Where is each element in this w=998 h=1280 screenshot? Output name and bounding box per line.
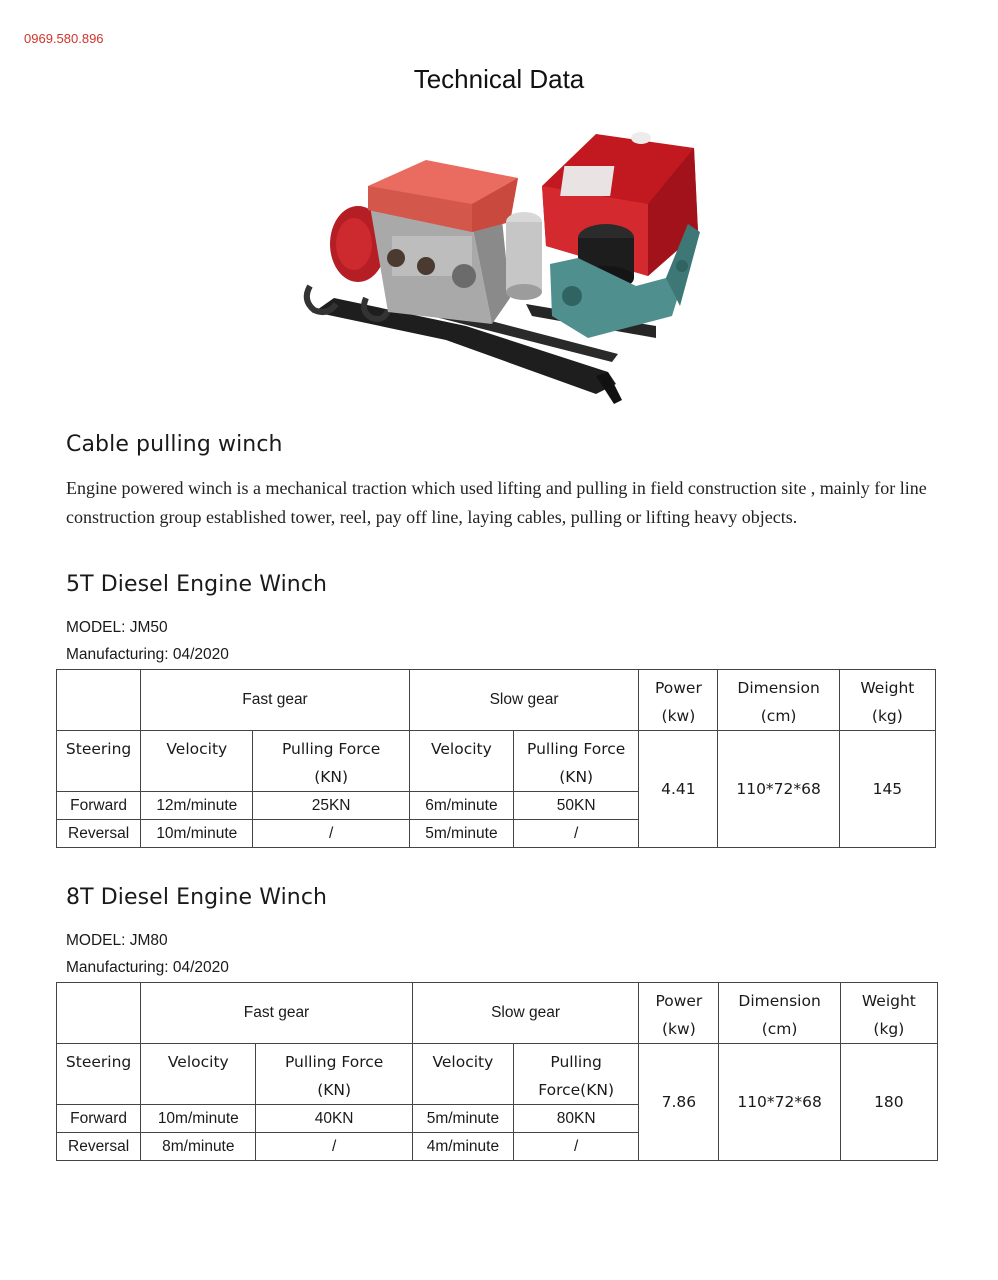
- weight-value: 180: [840, 1044, 937, 1161]
- slow-velocity-header: Velocity: [412, 1044, 513, 1105]
- slow-velocity-header: Velocity: [409, 731, 513, 792]
- fast-gear-header: Fast gear: [141, 983, 413, 1044]
- fast-pulling-force-header: Pulling Force (KN): [256, 1044, 412, 1105]
- empty-corner-cell: [57, 670, 141, 731]
- power-value: 4.41: [639, 731, 718, 848]
- steering-cell: Reversal: [57, 1133, 141, 1161]
- power-value: 7.86: [639, 1044, 719, 1161]
- dimension-value: 110*72*68: [718, 731, 839, 848]
- weight-header: Weight (kg): [840, 983, 937, 1044]
- fast-velocity-header: Velocity: [141, 1044, 256, 1105]
- fast-velocity-header: Velocity: [141, 731, 253, 792]
- slow-velocity-cell: 5m/minute: [409, 820, 513, 848]
- fast-velocity-cell: 10m/minute: [141, 1105, 256, 1133]
- fast-force-cell: /: [253, 820, 409, 848]
- manufacturing-line: Manufacturing: 04/2020: [66, 959, 229, 976]
- dimension-header: Dimension (cm): [718, 670, 839, 731]
- dimension-value: 110*72*68: [719, 1044, 840, 1161]
- slow-gear-header: Slow gear: [409, 670, 639, 731]
- model-line: MODEL: JM50: [66, 619, 168, 636]
- dimension-header: Dimension (cm): [719, 983, 840, 1044]
- engine-winch-image: [296, 126, 706, 408]
- fast-pulling-force-header: Pulling Force (KN): [253, 731, 409, 792]
- slow-gear-header: Slow gear: [412, 983, 639, 1044]
- slow-force-cell: /: [514, 820, 639, 848]
- fast-velocity-cell: 12m/minute: [141, 792, 253, 820]
- winch-heading-5t: 5T Diesel Engine Winch: [66, 572, 328, 597]
- model-line: MODEL: JM80: [66, 932, 168, 949]
- fast-force-cell: 25KN: [253, 792, 409, 820]
- manufacturing-line: Manufacturing: 04/2020: [66, 646, 229, 663]
- steering-header: Steering: [57, 731, 141, 792]
- slow-pulling-force-header: Pulling Force (KN): [514, 731, 639, 792]
- product-description: Engine powered winch is a mechanical traction which used lifting and pulling in field construction site , mainly for line construction group established tower, reel, pay off line, laying cables, pulling or lifting heavy objects.: [66, 478, 927, 527]
- phone-number: 0969.580.896: [24, 31, 104, 46]
- power-header: Power (kw): [639, 983, 719, 1044]
- weight-header: Weight (kg): [839, 670, 935, 731]
- winch-heading-8t: 8T Diesel Engine Winch: [66, 885, 328, 910]
- steering-header: Steering: [57, 1044, 141, 1105]
- weight-value: 145: [839, 731, 935, 848]
- fast-force-cell: 40KN: [256, 1105, 412, 1133]
- slow-velocity-cell: 6m/minute: [409, 792, 513, 820]
- page-title: Technical Data: [413, 64, 585, 94]
- steering-cell: Reversal: [57, 820, 141, 848]
- product-heading: Cable pulling winch: [66, 432, 283, 457]
- fast-force-cell: /: [256, 1133, 412, 1161]
- empty-corner-cell: [57, 983, 141, 1044]
- spec-table-jm50: [56, 669, 936, 848]
- slow-pulling-force-header: Pulling Force(KN): [514, 1044, 639, 1105]
- fast-velocity-cell: 10m/minute: [141, 820, 253, 848]
- steering-cell: Forward: [57, 792, 141, 820]
- slow-velocity-cell: 5m/minute: [412, 1105, 513, 1133]
- slow-velocity-cell: 4m/minute: [412, 1133, 513, 1161]
- steering-cell: Forward: [57, 1105, 141, 1133]
- slow-force-cell: 50KN: [514, 792, 639, 820]
- slow-force-cell: /: [514, 1133, 639, 1161]
- fast-velocity-cell: 8m/minute: [141, 1133, 256, 1161]
- power-header: Power (kw): [639, 670, 718, 731]
- spec-table-jm80: [56, 982, 938, 1161]
- slow-force-cell: 80KN: [514, 1105, 639, 1133]
- fast-gear-header: Fast gear: [141, 670, 410, 731]
